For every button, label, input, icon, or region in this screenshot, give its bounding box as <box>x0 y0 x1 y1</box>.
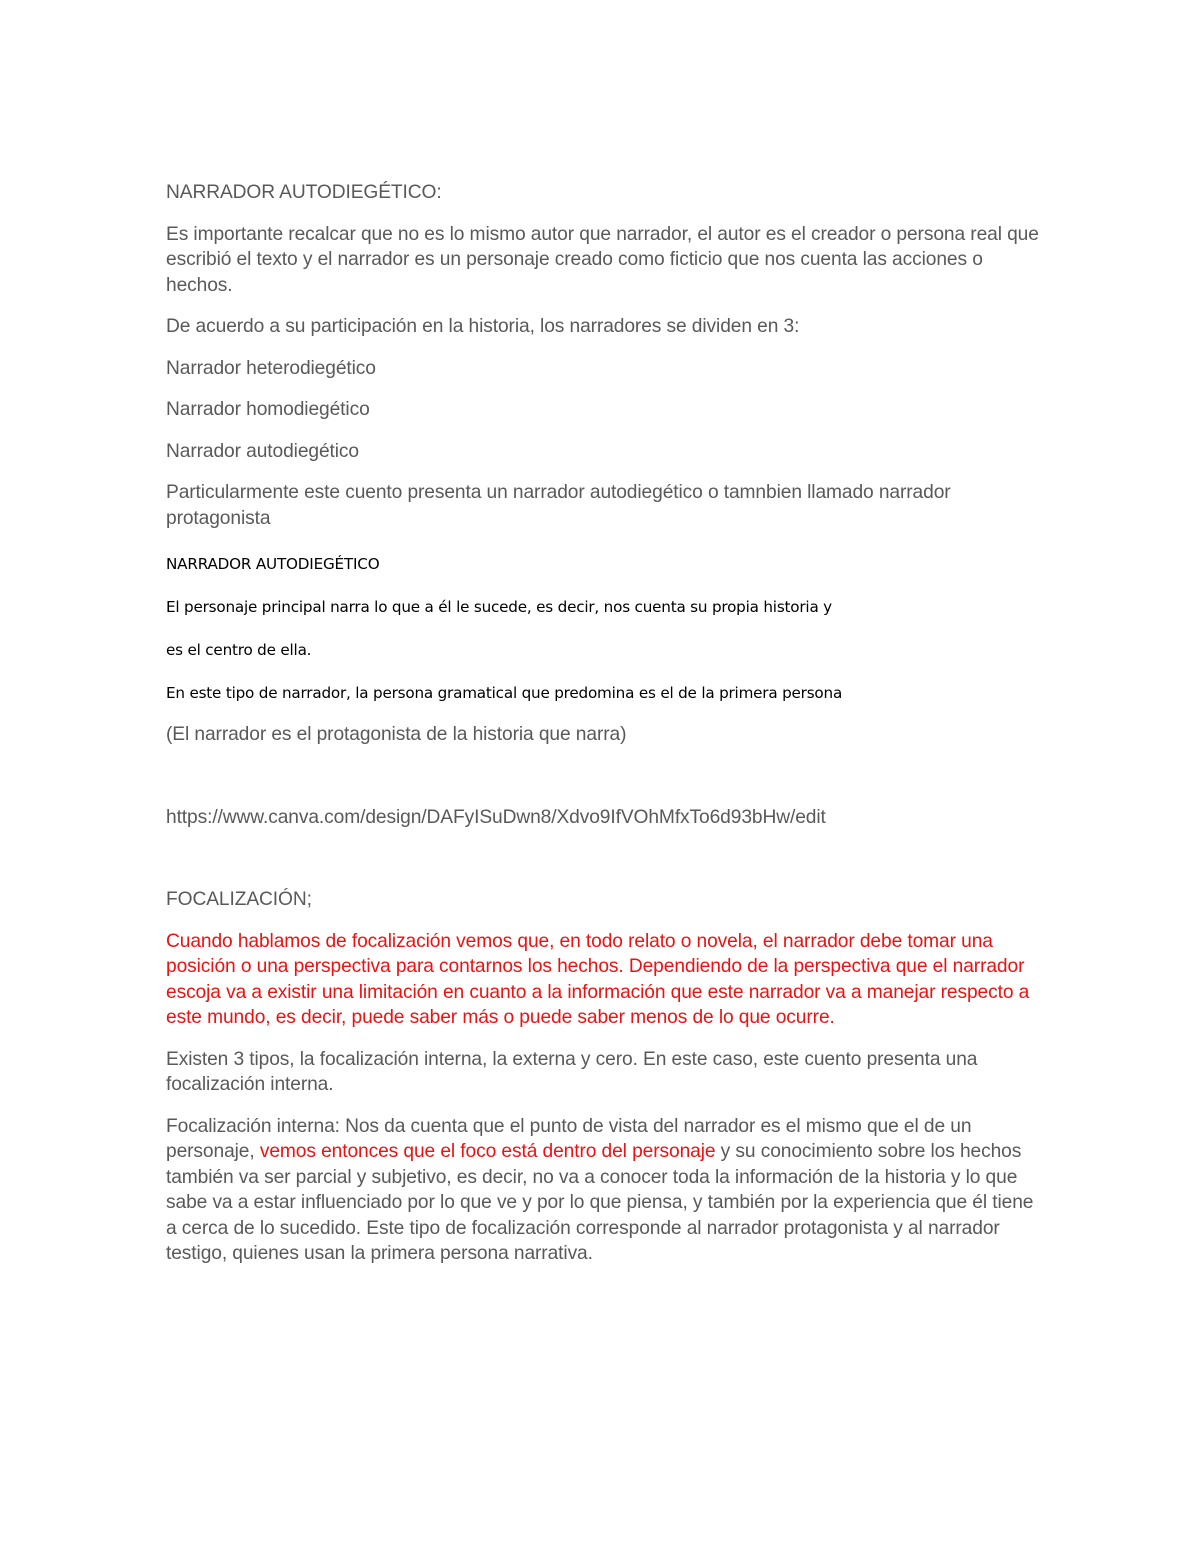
heading-narrador-autodiegetico: NARRADOR AUTODIEGÉTICO: <box>166 182 442 203</box>
internal-focalization-paragraph <box>166 1114 1046 1267</box>
focalization-types-paragraph: Existen 3 tipos, la focalización interna, la externa y cero. En este caso, este cuento presenta una focalización interna. <box>166 1048 978 1095</box>
definition-line-2: es el centro de ella. <box>166 641 312 659</box>
definition-line-1: El personaje principal narra lo que a él le sucede, es decir, nos cuenta su propia historia y <box>166 598 832 616</box>
internal-focalization-red-text: vemos entonces que el foco está dentro del personaje <box>259 1141 716 1162</box>
parenthetical-note: (El narrador es el protagonista de la historia que narra) <box>166 724 627 745</box>
canva-link[interactable]: https://www.canva.com/design/DAFyISuDwn8/Xdvo9IfVOhMfxTo6d93bHw/edit <box>166 806 826 828</box>
focalization-red-paragraph: Cuando hablamos de focalización vemos que, en todo relato o novela, el narrador debe tomar una posición o una perspectiva para contarnos los hechos. Dependiendo de la perspectiva que el narrador escoja va a existir una limitación en cuanto a la información que este narrador va a manejar respecto a este mundo, es decir, puede saber más o puede saber menos de lo que ocurre. <box>166 930 1030 1028</box>
internal-focalization-text-2: y su conocimiento sobre los hechos también va ser parcial y subjetivo, es decir, no va a conocer toda la información de la historia y lo que sabe va a estar influenciado por lo que ve y por lo que piensa, y también por la experiencia que él tiene a cerca de lo sucedido. Este tipo de focalización corresponde al narrador protagonista y al narrador testigo, quienes usan la primera persona narrativa. <box>166 1141 1034 1264</box>
document-body <box>166 180 1046 1267</box>
internal-focalization-text-1: Focalización interna: Nos da cuenta que el punto de vista del narrador es el mismo que el de un personaje, <box>166 1115 972 1162</box>
intro-paragraph: Es importante recalcar que no es lo mismo autor que narrador, el autor es el creador o persona real que escribió el texto y el narrador es un personaje creado como ficticio que nos cuenta las acciones o hechos. <box>166 223 1039 296</box>
heading-narrador-autodiegetico-dark: NARRADOR AUTODIEGÉTICO <box>166 555 380 573</box>
definition-line-3: En este tipo de narrador, la persona gramatical que predomina es el de la primera persona <box>166 684 843 702</box>
particular-paragraph: Particularmente este cuento presenta un narrador autodiegético o tamnbien llamado narrador protagonista <box>166 482 951 529</box>
narrator-type-heterodiegetico: Narrador heterodiegético <box>166 357 376 379</box>
narrator-type-homodiegetico: Narrador homodiegético <box>166 399 370 420</box>
narrator-type-autodiegetico: Narrador autodiegético <box>166 440 359 462</box>
division-paragraph: De acuerdo a su participación en la historia, los narradores se dividen en 3: <box>166 316 800 337</box>
heading-focalizacion: FOCALIZACIÓN; <box>166 889 312 910</box>
